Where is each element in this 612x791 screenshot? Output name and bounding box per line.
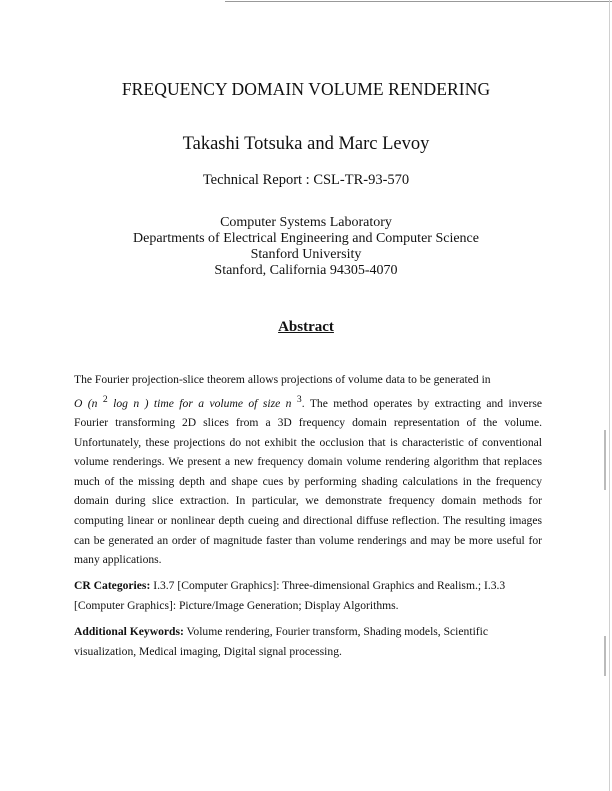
abstract-line: Unfortunately, these projections do not exhibit the occlusion that is characteristic of conventional xyxy=(74,435,542,449)
authors: Takashi Totsuka and Marc Levoy xyxy=(182,134,430,154)
cr-categories-label: CR Categories: xyxy=(74,579,151,592)
keywords-text: Volume rendering, Fourier transform, Shading models, Scientific visualization, Medical imaging, Digital signal processing. xyxy=(74,625,489,658)
report-number: Technical Report : CSL-TR-93-570 xyxy=(202,172,410,188)
abstract-line: Fourier transforming 2D slices from a 3D frequency domain representation of the volume. xyxy=(74,416,542,430)
abstract-line-end: . The method operates by extracting and inverse xyxy=(301,396,543,410)
affiliation-block xyxy=(0,215,612,279)
affiliation-line: Computer Systems Laboratory xyxy=(220,215,392,230)
top-scan-line xyxy=(225,1,612,2)
additional-keywords xyxy=(74,622,544,661)
affiliation-line: Departments of Electrical Engineering and Computer Science xyxy=(133,231,479,246)
abstract-line: The Fourier projection-slice theorem allows projections of volume data to be generated in xyxy=(74,373,491,386)
abstract-line: computing linear or nonlinear depth cueing and directional diffuse reflection. The resulting images xyxy=(74,514,542,528)
abstract-line: volume renderings. We present a new frequency domain volume rendering algorithm that replaces xyxy=(74,455,542,469)
cr-categories xyxy=(74,576,544,615)
scan-mark xyxy=(604,636,606,676)
abstract-line: much of the missing depth and shape cues by performing shading calculations in the frequency xyxy=(74,474,542,488)
right-scan-edge xyxy=(609,0,610,791)
keywords-label: Additional Keywords: xyxy=(74,625,184,638)
abstract-body xyxy=(74,370,542,570)
superscript: 2 xyxy=(102,393,108,405)
abstract-heading: Abstract xyxy=(278,319,334,335)
affiliation-line: Stanford University xyxy=(250,247,362,262)
superscript: 3 xyxy=(296,393,302,405)
abstract-line: domain during slice extraction. In particular, we demonstrate frequency domain methods for xyxy=(74,494,542,508)
abstract-line: many applications. xyxy=(74,553,162,567)
affiliation-line: Stanford, California 94305-4070 xyxy=(214,263,398,278)
scan-mark xyxy=(604,430,606,490)
paper-title: FREQUENCY DOMAIN VOLUME RENDERING xyxy=(121,79,491,99)
cr-categories-text: I.3.7 [Computer Graphics]: Three-dimensional Graphics and Realism.; I.3.3 [Computer Graphics]: Picture/Image Generation; Display Algorithms. xyxy=(74,579,506,612)
abstract-line xyxy=(74,390,542,413)
abstract-formula-start: O (n xyxy=(74,396,103,410)
abstract-formula-mid: log n ) time for a volume of size n xyxy=(107,396,297,410)
abstract-line: can be generated an order of magnitude faster than volume renderings and may be more useful for xyxy=(74,533,542,547)
